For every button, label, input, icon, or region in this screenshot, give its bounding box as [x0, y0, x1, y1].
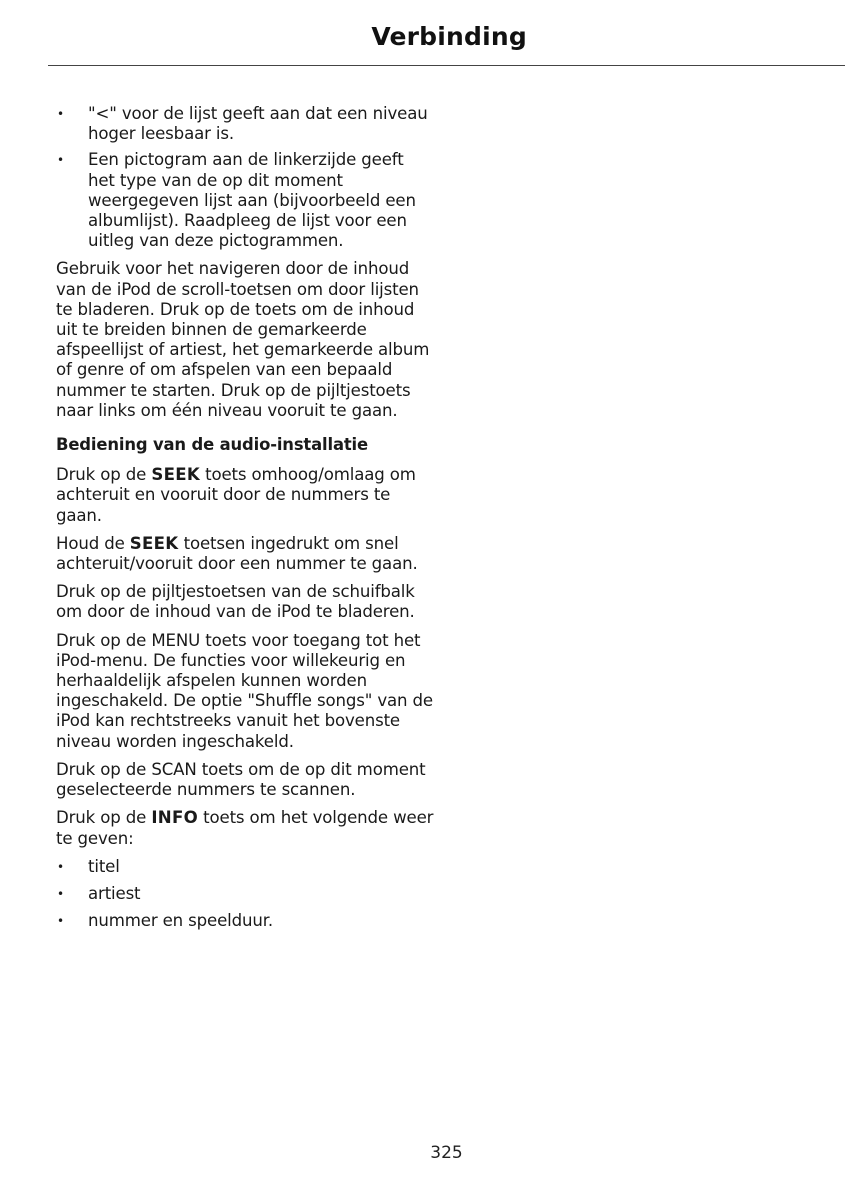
bullet-icon: •	[57, 107, 64, 121]
list-item-text: "<" voor de lijst geeft aan dat een niveau hoger leesbaar is.	[88, 104, 428, 144]
list-item	[56, 104, 434, 144]
info-text-after: toets om het volgende weer te geven:	[56, 808, 434, 848]
main-column	[56, 104, 434, 939]
list-item-text: titel	[88, 856, 120, 876]
info-paragraph	[56, 808, 434, 848]
info-key-label: INFO	[151, 808, 199, 828]
seek-hold-text-before: Houd de	[56, 533, 130, 553]
bullet-icon: •	[57, 153, 64, 168]
page-number: 325	[430, 1143, 463, 1163]
seek-text-before: Druk op de	[56, 465, 152, 485]
navigation-paragraph: Gebruik voor het navigeren door de inhoud van de iPod de scroll-toetsen om door lijsten te bladeren. Druk op de toets om de inhoud uit te breiden binnen de gemarkeerde afspeellijst of artiest, het gemarkeerde album of genre of om afspelen van een bepaald nummer te starten. Druk op de pijltjestoets naar links om één niveau vooruit te gaan.	[56, 259, 430, 420]
header-divider	[48, 65, 845, 66]
list-item	[56, 884, 434, 904]
info-text-before: Druk op de	[56, 808, 152, 828]
bullet-icon: •	[57, 859, 64, 874]
seek-text-after: toets omhoog/omlaag om achteruit en vooruit door de nummers te gaan.	[56, 465, 416, 525]
intro-bullet-list	[56, 104, 434, 251]
list-item-text: nummer en speelduur.	[88, 911, 274, 931]
section-heading: Bediening van de audio-installatie	[56, 435, 368, 455]
seek-hold-key-label: SEEK	[129, 533, 179, 553]
scan-paragraph: Druk op de SCAN toets om de op dit moment geselecteerde nummers te scannen.	[56, 759, 426, 800]
bullet-icon: •	[57, 914, 64, 929]
menu-paragraph: Druk op de MENU toets voor toegang tot het iPod-menu. De functies voor willekeurig en herhaaldelijk afspelen kunnen worden ingeschakeld. De optie "Shuffle songs" van de iPod kan rechtstreeks vanuit het bovenste niveau worden ingeschakeld.	[56, 630, 433, 751]
scrollbar-paragraph: Druk op de pijltjestoetsen van de schuifbalk om door de inhoud van de iPod te bladeren.	[56, 582, 415, 622]
list-item-text: Een pictogram aan de linkerzijde geeft het type van de op dit moment weergegeven lijst aan (bijvoorbeeld een albumlijst). Raadpleeg de lijst voor een uitleg van deze pictogrammen.	[88, 150, 416, 251]
info-bullet-list	[56, 857, 434, 932]
list-item	[56, 150, 434, 251]
list-item-text: artiest	[88, 883, 141, 903]
seek-key-label: SEEK	[151, 465, 201, 485]
page-title: Verbinding	[371, 22, 527, 51]
bullet-icon: •	[57, 886, 64, 901]
list-item	[56, 911, 434, 931]
list-item	[56, 857, 434, 877]
seek-paragraph	[56, 465, 434, 526]
seek-hold-text-after: toetsen ingedrukt om snel achteruit/vooruit door een nummer te gaan.	[56, 533, 418, 574]
seek-hold-paragraph	[56, 534, 434, 574]
